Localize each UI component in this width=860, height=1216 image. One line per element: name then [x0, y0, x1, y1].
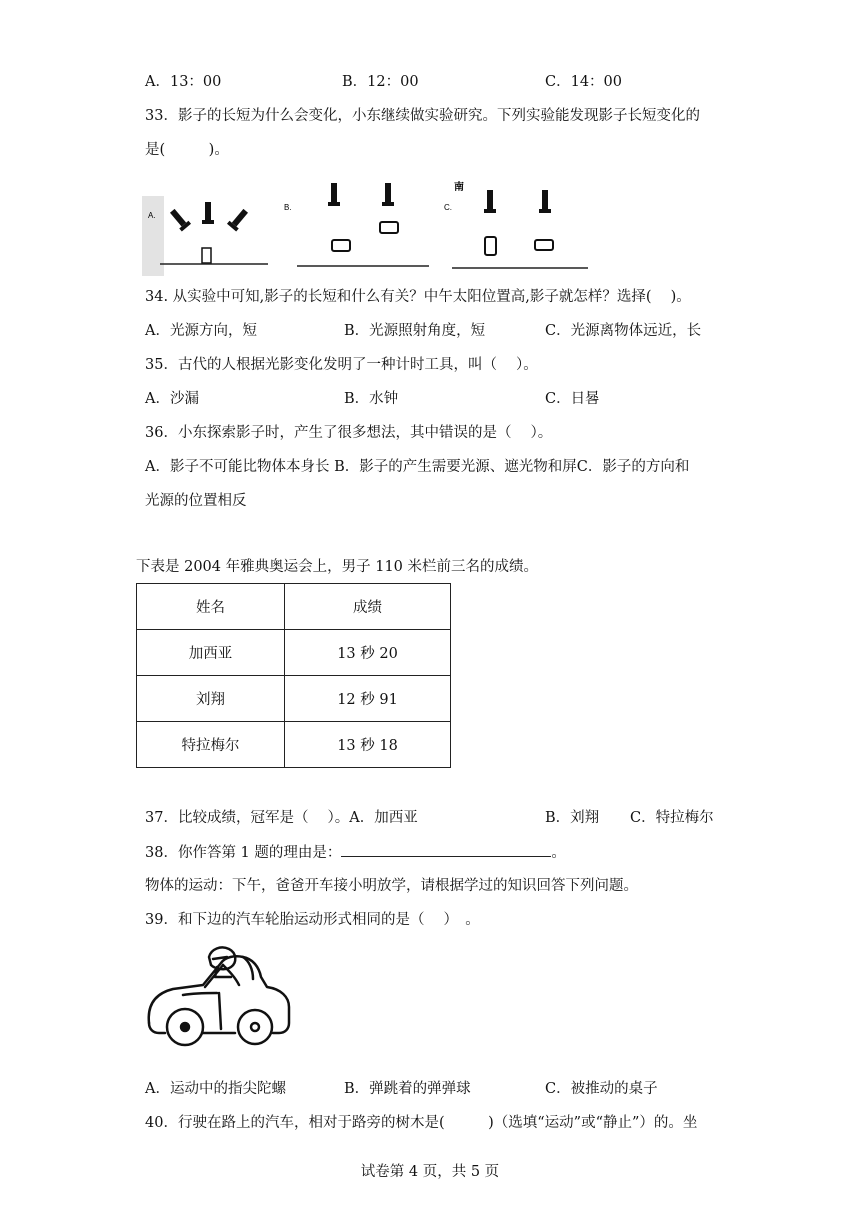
- panel-a-flashlights: [168, 202, 251, 232]
- page-footer: 试卷第 4 页，共 5 页: [360, 1164, 500, 1180]
- panel-c-object-2: [535, 240, 553, 250]
- q39-text: 39．和下边的汽车轮胎运动形式相同的是（ ） 。: [145, 912, 480, 928]
- q36-options-line: A．影子不可能比物体本身长 B．影子的产生需要光源、遮光物和屏C．影子的方向和: [145, 459, 690, 475]
- q37-option-c: C．特拉梅尔: [630, 810, 714, 826]
- table-row: [137, 630, 451, 676]
- panel-a-label: A.: [148, 211, 156, 220]
- q34-option-c: C．光源离物体远近，长: [545, 323, 702, 339]
- table-row: [137, 722, 451, 768]
- q35-option-a: A．沙漏: [145, 391, 199, 407]
- table-cell-score: 13 秒 20: [285, 630, 451, 676]
- panel-a-object: [202, 248, 211, 263]
- table-cell-score: 12 秒 91: [285, 676, 451, 722]
- table-cell-name: 特拉梅尔: [137, 722, 285, 768]
- table-row: [137, 676, 451, 722]
- q33-text-line2: 是( )。: [145, 142, 229, 158]
- q38-line: [145, 842, 566, 863]
- q35-text: 35．古代的人根据光影变化发明了一种计时工具，叫（ ）。: [145, 357, 538, 373]
- panel-c-flashlights: [484, 190, 551, 213]
- q36-text: 36．小东探索影子时，产生了很多想法，其中错误的是（ ）。: [145, 425, 553, 441]
- q38-text: 38．你作答第 1 题的理由是：: [145, 845, 342, 861]
- table-intro: 下表是 2004 年雅典奥运会上，男子 110 米栏前三名的成绩。: [136, 559, 539, 575]
- q32-option-b: B．12：00: [342, 74, 419, 90]
- panel-c-object-1: [485, 237, 496, 255]
- q37-option-b: B．刘翔: [545, 810, 600, 826]
- panel-c-top-label: 南: [454, 182, 464, 193]
- scores-table: [136, 583, 451, 768]
- q34-option-a: A．光源方向，短: [145, 323, 257, 339]
- panel-c-label: C.: [444, 203, 452, 212]
- q33-experiment-figure: [142, 178, 592, 278]
- q34-option-b: B．光源照射角度，短: [344, 323, 486, 339]
- q39-option-c: C．被推动的桌子: [545, 1081, 658, 1097]
- section-motion-intro: 物体的运动：下午，爸爸开车接小明放学，请根据学过的知识回答下列问题。: [145, 878, 638, 894]
- q33-text: 33．影子的长短为什么会变化，小东继续做实验研究。下列实验能发现影子长短变化的: [145, 108, 700, 124]
- q38-answer-blank[interactable]: [341, 842, 551, 857]
- q40-text: 40．行驶在路上的汽车，相对于路旁的树木是( )（选填“运动”或“静止”）的。坐: [145, 1115, 698, 1131]
- car-figure: [143, 943, 293, 1055]
- q39-option-b: B．弹跳着的弹弹球: [344, 1081, 471, 1097]
- q38-suffix: 。: [551, 845, 566, 861]
- panel-b-object-1: [332, 240, 350, 251]
- table-header-name: 姓名: [137, 584, 285, 630]
- q32-option-a: A．13：00: [145, 74, 222, 90]
- q39-option-a: A．运动中的指尖陀螺: [145, 1081, 286, 1097]
- table-header-row: [137, 584, 451, 630]
- panel-b-object-2: [380, 222, 398, 233]
- q34-text: 34. 从实验中可知,影子的长短和什么有关？中午太阳位置高,影子就怎样？选择( )。: [145, 289, 691, 305]
- q32-option-c: C．14：00: [545, 74, 622, 90]
- table-cell-name: 刘翔: [137, 676, 285, 722]
- table-header-score: 成绩: [285, 584, 451, 630]
- q35-option-c: C．日晷: [545, 391, 600, 407]
- q36-options-line2: 光源的位置相反: [145, 493, 247, 509]
- panel-b-flashlights: [328, 183, 394, 206]
- table-cell-score: 13 秒 18: [285, 722, 451, 768]
- table-cell-name: 加西亚: [137, 630, 285, 676]
- panel-b-label: B.: [284, 203, 292, 212]
- q37-text: 37．比较成绩，冠军是（ ）。A．加西亚: [145, 810, 418, 826]
- q35-option-b: B．水钟: [344, 391, 399, 407]
